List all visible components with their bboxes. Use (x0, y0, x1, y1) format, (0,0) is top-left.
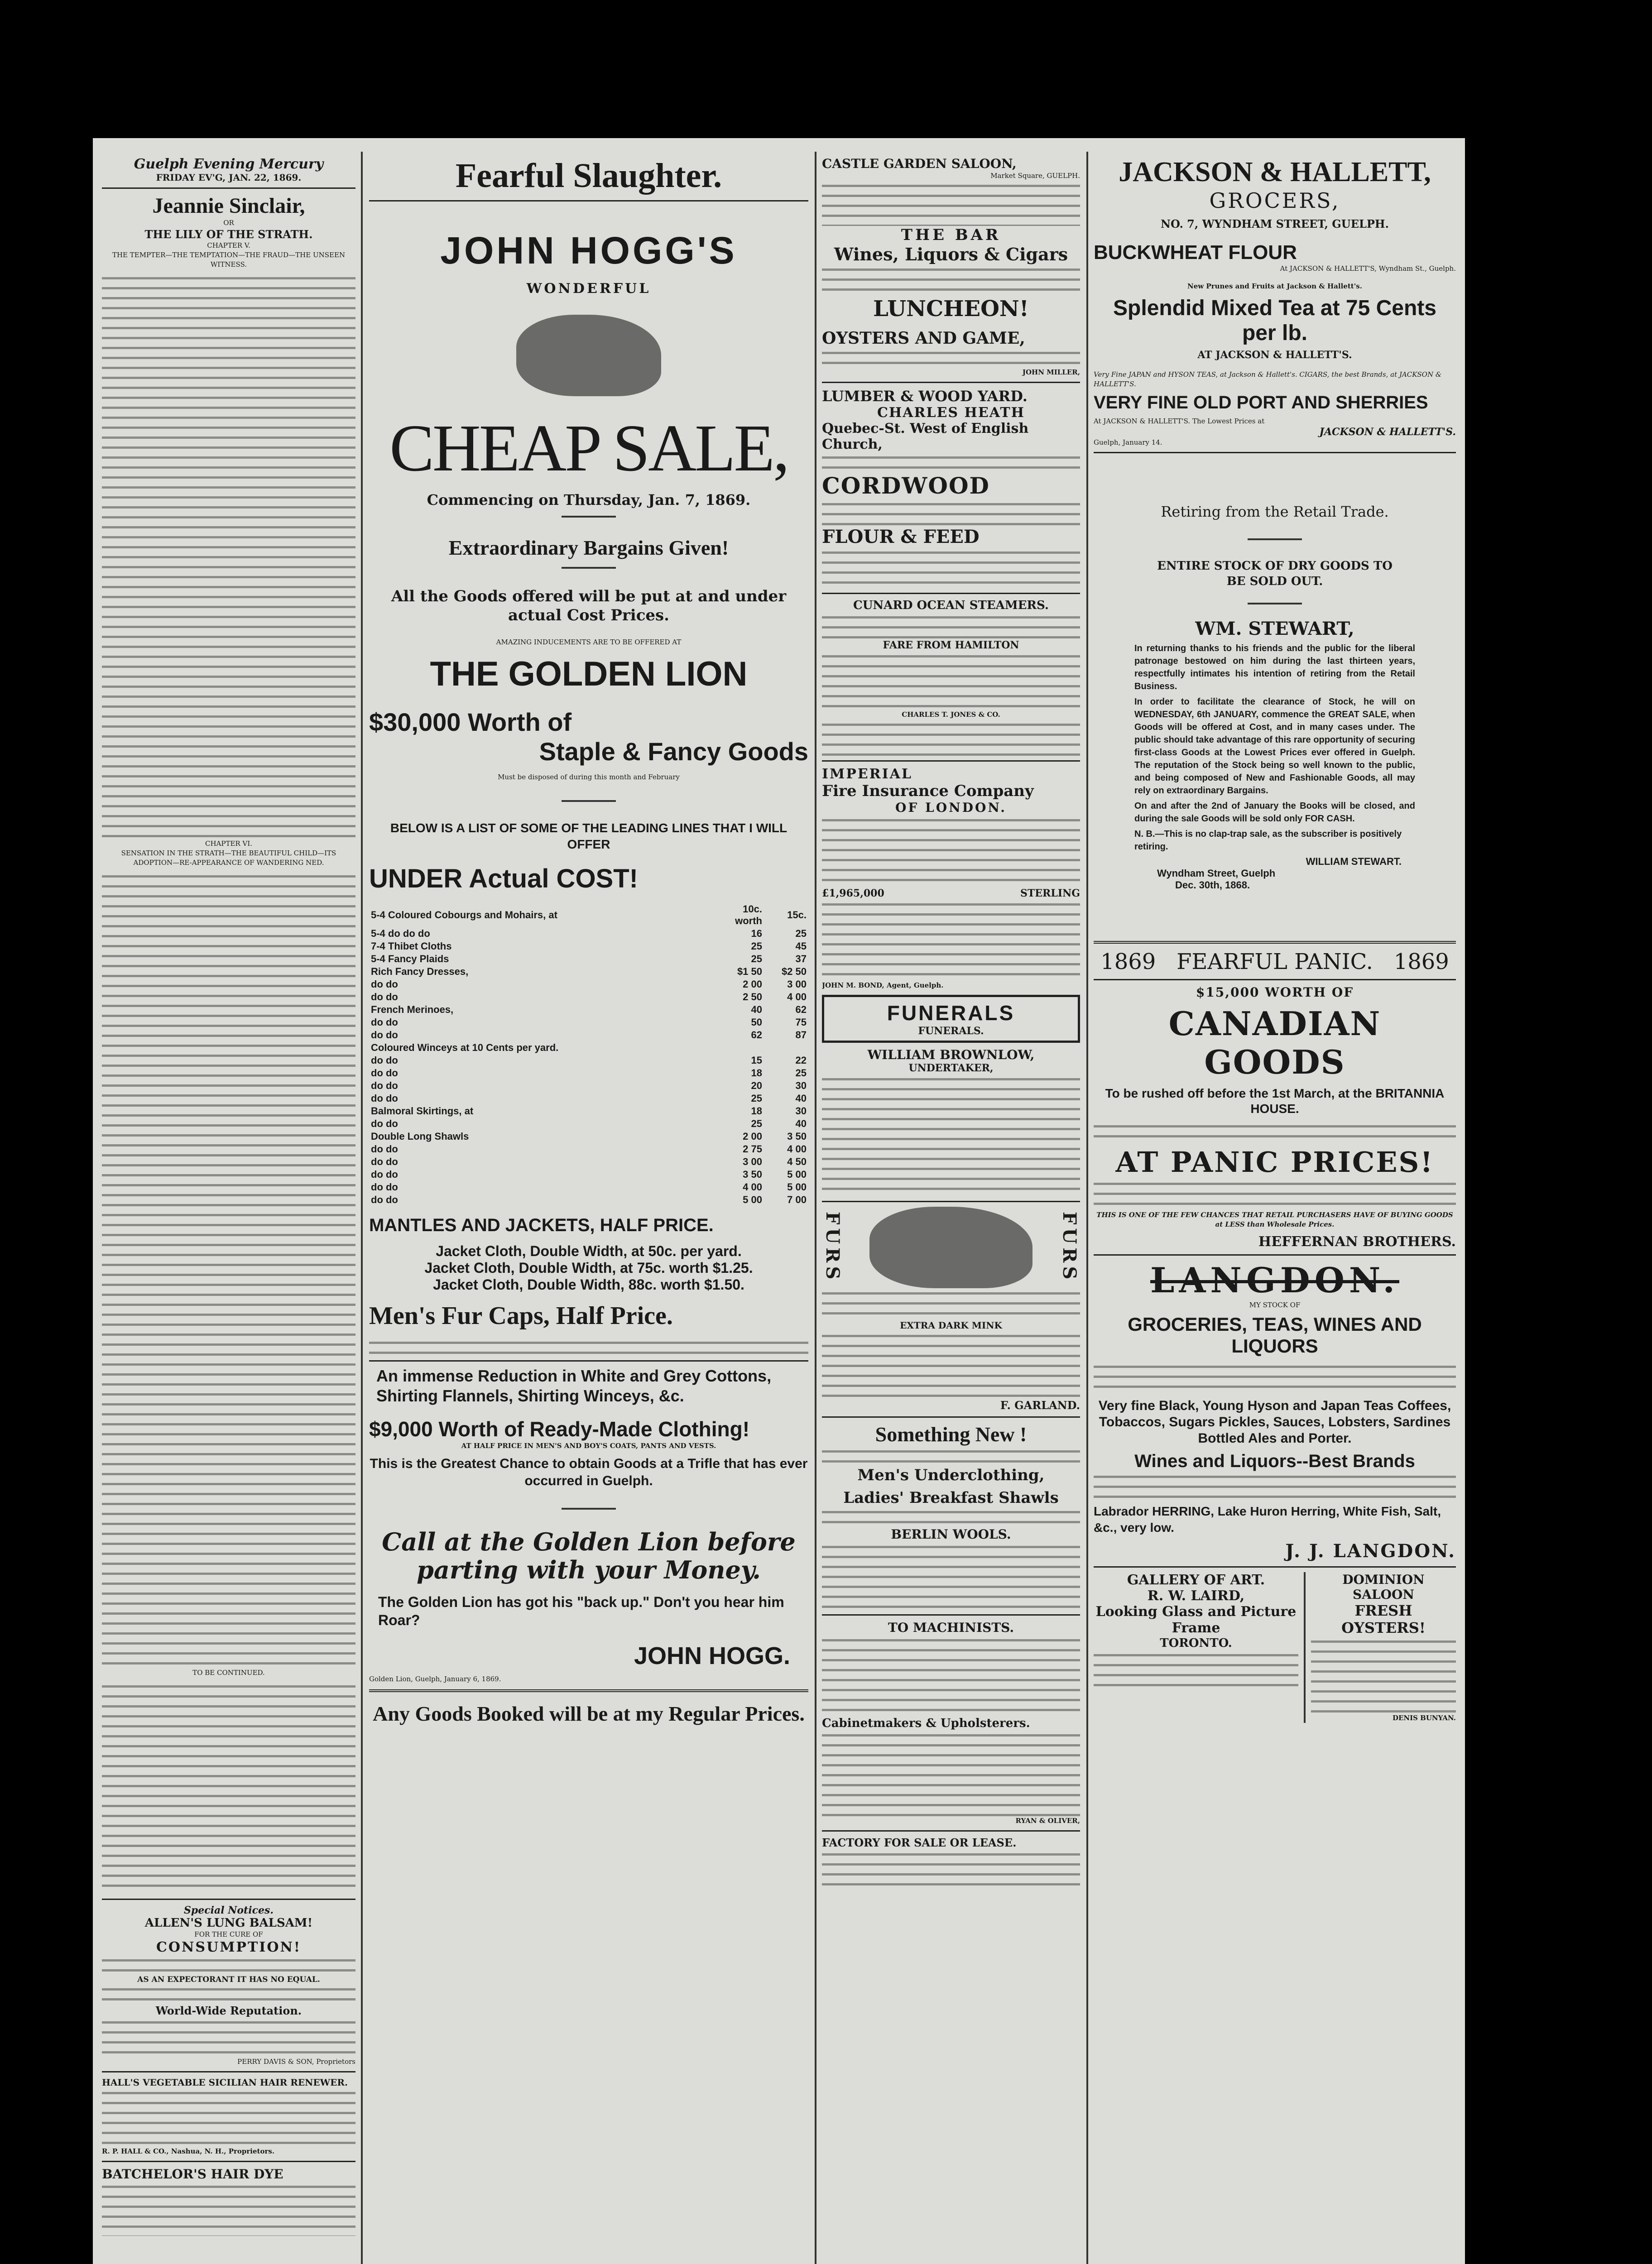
fine-teas: Very Fine JAPAN and HYSON TEAS, at Jackson & Hallett's. CIGARS, the best Brands, at JACKSON & HALLETT'S. (1094, 370, 1442, 388)
furs-text (822, 1288, 1080, 1320)
half-price-note: AT HALF PRICE IN MEN'S AND BOY'S COATS, PANTS AND VESTS. (461, 1442, 716, 1450)
lowest-prices: At JACKSON & HALLETT'S. The Lowest Prices at (1094, 417, 1265, 425)
price-item: do do (371, 1093, 398, 1104)
price-item: 5-4 Coloured Cobourgs and Mohairs, at (371, 909, 557, 921)
buckwheat: BUCKWHEAT FLOUR (1094, 241, 1297, 264)
chapter-heading: CHAPTER V. (207, 241, 250, 249)
furs-right: FURS (1059, 1212, 1080, 1283)
price-worth (764, 1041, 808, 1054)
back-up: The Golden Lion has got his "back up." Don't you hear him Roar? (378, 1594, 784, 1628)
stewart-loc: Wyndham Street, Guelph (1157, 868, 1276, 879)
grocers: GROCERS, (1209, 188, 1340, 213)
price-at: 18 (751, 1067, 762, 1079)
disposed: Must be disposed of during this month and February (498, 773, 680, 781)
price-at: 2 00 (743, 1131, 762, 1142)
allen-for: FOR THE CURE OF (194, 1930, 263, 1938)
panic-text (1094, 1179, 1456, 1210)
price-worth: 87 (795, 1029, 807, 1041)
thirty-thousand: $30,000 Worth of (369, 708, 572, 736)
price-row (369, 1130, 808, 1143)
machinists: TO MACHINISTS. (888, 1620, 1014, 1635)
oysters-game: OYSTERS AND GAME, (822, 329, 1025, 348)
retiring: Retiring from the Retail Trade. (1161, 503, 1389, 520)
wines-liquors-brands: Wines and Liquors--Best Brands (1134, 1451, 1415, 1471)
price-at: 10c. worth (735, 903, 762, 926)
langdon-text (1094, 1362, 1456, 1393)
price-item: French Merinoes, (371, 1004, 454, 1015)
capital-row (822, 887, 1080, 899)
bar-text (822, 264, 1080, 296)
wm-stewart: WM. STEWART, (1195, 618, 1354, 639)
price-at: 2 50 (743, 991, 762, 1002)
commencing: Commencing on Thursday, Jan. 7, 1869. (427, 491, 751, 508)
price-item: do do (371, 1156, 398, 1167)
capital-amount: £1,965,000 (822, 887, 884, 899)
few-chances: THIS IS ONE OF THE FEW CHANCES THAT RETAIL PURCHASERS HAVE OF BUYING GOODS at LESS than Wholesale Prices. (1096, 1211, 1453, 1228)
furs-more (822, 1331, 1080, 1399)
price-row (369, 1194, 808, 1206)
price-at: 2 75 (743, 1143, 762, 1155)
gallery-ad (1094, 1572, 1298, 1723)
shawls-text (822, 1507, 1080, 1527)
entire-stock: ENTIRE STOCK OF DRY GOODS TO BE SOLD OUT. (1157, 559, 1393, 588)
price-item: do do (371, 1067, 398, 1079)
ready-made: $9,000 Worth of Ready-Made Clothing! (369, 1417, 750, 1441)
price-row (369, 1041, 808, 1054)
price-row (369, 1054, 808, 1067)
of-london: OF LONDON. (895, 800, 1007, 815)
halls-heading: HALL'S VEGETABLE SICILIAN HAIR RENEWER. (102, 2077, 348, 2088)
world-wide-heading: World-Wide Reputation. (155, 2004, 302, 2017)
staple-fancy: Staple & Fancy Goods (539, 737, 808, 766)
toronto: TORONTO. (1160, 1636, 1232, 1650)
goods-offered: All the Goods offered will be put at and under actual Cost Prices. (391, 587, 787, 624)
price-worth: 15c. (787, 909, 807, 921)
price-at: 25 (751, 1093, 762, 1104)
insurance-text (822, 815, 1080, 887)
herring: Labrador HERRING, Lake Huron Herring, White Fish, Salt, &c., very low. (1094, 1504, 1441, 1535)
laird: R. W. LAIRD, (1147, 1588, 1245, 1604)
dominion-text (1311, 1636, 1456, 1713)
price-worth: 4 50 (787, 1156, 807, 1167)
story-text (102, 871, 355, 1668)
price-at: 5 00 (743, 1194, 762, 1205)
luncheon: LUNCHEON! (873, 296, 1029, 321)
wonderful-label: WONDERFUL (526, 281, 651, 297)
furs-left: FURS (822, 1212, 843, 1283)
chapter-subheading: SENSATION IN THE STRATH—THE BEAUTIFUL CHILD—ITS ADOPTION—RE-APPEARANCE OF WANDERING NED. (121, 849, 336, 867)
quebec-street: Quebec-St. West of English Church, (822, 421, 1029, 452)
price-row (369, 1016, 808, 1029)
stewart-p3: On and after the 2nd of January the Books will be closed, and during the sale Goods will be sold only FOR CASH. (1134, 801, 1415, 824)
newspaper-page (93, 138, 1465, 2264)
price-item: Balmoral Skirtings, at (371, 1105, 474, 1117)
gallery-art: GALLERY OF ART. (1127, 1572, 1265, 1588)
price-at: 50 (751, 1017, 762, 1028)
funerals-sub: FUNERALS. (918, 1025, 984, 1037)
cabinetmakers: Cabinetmakers & Upholsterers. (822, 1717, 1030, 1730)
jj-langdon: J. J. LANGDON. (1285, 1540, 1456, 1562)
jan-14: Guelph, January 14. (1094, 438, 1162, 446)
dominion-ad (1311, 1572, 1456, 1723)
heffernan-brothers: HEFFERNAN BROTHERS. (1258, 1234, 1456, 1250)
golden-lion: THE GOLDEN LION (430, 655, 748, 693)
price-row (369, 1105, 808, 1118)
dominion-saloon: DOMINION SALOON (1342, 1572, 1425, 1602)
price-row (369, 1156, 808, 1168)
price-item: do do (371, 1169, 398, 1180)
price-at: 3 50 (743, 1169, 762, 1180)
hogg-name: JOHN HOGG'S (440, 229, 737, 272)
looking-glass: Looking Glass and Picture Frame (1095, 1604, 1297, 1636)
brownlow: WILLIAM BROWNLOW, (867, 1047, 1035, 1062)
allen-text (102, 1984, 355, 2004)
dateline: Golden Lion, Guelph, January 6, 1869. (369, 1675, 501, 1683)
ryan-oliver: RYAN & OLIVER, (1015, 1817, 1080, 1825)
below-list: BELOW IS A LIST OF SOME OF THE LEADING LINES THAT I WILL OFFER (390, 821, 788, 851)
price-worth: 4 00 (787, 991, 807, 1002)
masthead-date: FRIDAY EV'G, JAN. 22, 1869. (156, 172, 302, 183)
price-at: 62 (751, 1029, 762, 1041)
my-stock: MY STOCK OF (1249, 1301, 1301, 1309)
price-at: 16 (751, 928, 762, 939)
price-item: Coloured Winceys at 10 Cents per yard. (371, 1042, 559, 1053)
price-item: do do (371, 991, 398, 1002)
jacket-line: Jacket Cloth, Double Width, at 50c. per yard. (436, 1243, 742, 1259)
price-worth: 3 00 (787, 979, 807, 990)
column-rule (815, 152, 816, 2264)
price-worth: 25 (795, 928, 807, 939)
stewart-date: Dec. 30th, 1868. (1175, 879, 1250, 891)
price-worth: 5 00 (787, 1181, 807, 1193)
price-row (369, 1029, 808, 1041)
price-worth: 4 00 (787, 1143, 807, 1155)
prunes: New Prunes and Fruits at Jackson & Hallett's. (1187, 282, 1362, 290)
flannel-notes (369, 1338, 808, 1356)
column-story (102, 156, 355, 2264)
booked: Any Goods Booked will be at my Regular Prices. (373, 1702, 805, 1725)
stewart-sig: WILLIAM STEWART. (1306, 856, 1402, 867)
cunard-details (822, 651, 1080, 710)
heffernan-text (1094, 1121, 1456, 1141)
the-bar: THE BAR (901, 226, 1001, 244)
langdon: LANGDON. (1150, 1260, 1399, 1300)
price-row (369, 1181, 808, 1194)
price-worth: 7 00 (787, 1194, 807, 1205)
price-worth: 37 (795, 953, 807, 964)
cabinet-text (822, 1730, 1080, 1816)
price-at (720, 1041, 764, 1054)
allen-text (102, 2017, 355, 2057)
column-small-ads (822, 156, 1080, 2264)
mantles: MANTLES AND JACKETS, HALF PRICE. (369, 1215, 714, 1235)
price-worth: 22 (795, 1055, 807, 1066)
castle-text (822, 181, 1080, 226)
column-rule (361, 152, 363, 2264)
call-golden-lion: Call at the Golden Lion before parting with your Money. (382, 1527, 796, 1584)
brands-text (1094, 1472, 1456, 1499)
lion-illustration (516, 315, 661, 396)
price-at: 18 (751, 1105, 762, 1117)
fifteen-thousand: $15,000 WORTH OF (1196, 985, 1354, 1000)
misc-text (102, 1681, 355, 1894)
gallery-text (1094, 1650, 1298, 1691)
lumber-text (822, 452, 1080, 472)
price-at: 2 00 (743, 979, 762, 990)
price-worth: 75 (795, 1017, 807, 1028)
price-table (369, 903, 808, 1206)
extra-mink: EXTRA DARK MINK (900, 1320, 1002, 1331)
price-item: 7-4 Thibet Cloths (371, 940, 452, 952)
price-worth: 40 (795, 1093, 807, 1104)
berlin-wools: BERLIN WOOLS. (891, 1527, 1011, 1542)
jacket-line: Jacket Cloth, Double Width, 88c. worth $1.50. (433, 1276, 744, 1293)
price-item: Rich Fancy Dresses, (371, 966, 469, 977)
price-at: 3 00 (743, 1156, 762, 1167)
undertaker-text (822, 1074, 1080, 1196)
price-item: do do (371, 1055, 398, 1066)
fare: FARE FROM HAMILTON (883, 639, 1019, 651)
price-item: do do (371, 1194, 398, 1205)
allen-text (102, 1955, 355, 1975)
price-worth: 62 (795, 1004, 807, 1015)
ad-divider (1304, 1572, 1306, 1723)
fur-caps: Men's Fur Caps, Half Price. (369, 1302, 673, 1330)
lumber-yard: LUMBER & WOOD YARD. (822, 388, 1028, 405)
price-row (369, 1067, 808, 1079)
chapter-subheading: THE TEMPTER—THE TEMPTATION—THE FRAUD—THE UNSEEN WITNESS. (112, 251, 346, 269)
reduction: An immense Reduction in White and Grey Cottons, Shirting Flannels, Shirting Winceys, &c. (376, 1367, 772, 1405)
breakfast-shawls: Ladies' Breakfast Shawls (843, 1489, 1059, 1507)
price-worth: 45 (795, 940, 807, 952)
bargains: Extraordinary Bargains Given! (448, 536, 729, 559)
furs-block (822, 1207, 1080, 1288)
tea-sub: AT JACKSON & HALLETT'S. (1197, 349, 1352, 361)
story-subtitle: THE LILY OF THE STRATH. (144, 228, 313, 241)
something-new: Something New ! (875, 1423, 1027, 1446)
perry-davis: PERRY DAVIS & SON, Proprietors (237, 2058, 355, 2066)
fresh-oysters: FRESH OYSTERS! (1341, 1602, 1426, 1636)
price-item: do do (371, 1029, 398, 1041)
price-at: 25 (751, 953, 762, 964)
charles-heath: CHARLES HEATH (877, 405, 1025, 421)
rushed-off: To be rushed off before the 1st March, at the BRITANNIA HOUSE. (1105, 1086, 1445, 1116)
price-at: 25 (751, 1118, 762, 1129)
price-worth: 3 50 (787, 1131, 807, 1142)
price-worth: 30 (795, 1080, 807, 1091)
price-item: do do (371, 979, 398, 990)
undertaker: UNDERTAKER, (908, 1062, 994, 1074)
under-cost: UNDER Actual COST! (369, 864, 638, 893)
price-worth: 30 (795, 1105, 807, 1117)
machinists-text (822, 1635, 1080, 1717)
price-item: do do (371, 1118, 398, 1129)
stewart-p1: In returning thanks to his friends and the public for the liberal patronage bestowed on him during the last thirteen years, respectfully intimates his intention of retiring from the Retail Business. (1134, 643, 1415, 691)
denis-bunyan: DENIS BUNYAN. (1392, 1714, 1456, 1722)
capital-unit: STERLING (1020, 887, 1080, 899)
wines-liquors: Wines, Liquors & Cigars (834, 244, 1068, 264)
amazing: AMAZING INDUCEMENTS ARE TO BE OFFERED AT (496, 638, 682, 646)
stewart-p2: In order to facilitate the clearance of Stock, he will on WEDNESDAY, 6th JANUARY, commence the GREAT SALE, when Goods will be offered at Cost, and in many cases under. The public should take advantage of this rare opportunity of securing first-class Goods at the Lowest Prices ever offered in Guelph. The reputation of the Stock being so well known to the public, and being composed of New and Fashionable Goods, all may rely on extraordinary Bargains. (1134, 697, 1415, 796)
funerals-heading: FUNERALS (887, 1001, 1015, 1025)
column-grocers (1094, 156, 1456, 2264)
allen-title: ALLEN'S LUNG BALSAM! (144, 1916, 313, 1930)
price-row (369, 991, 808, 1003)
headline: Fearful Slaughter. (455, 157, 722, 195)
story-or: OR (223, 219, 234, 227)
price-item: do do (371, 1017, 398, 1028)
price-at: $1 50 (737, 966, 762, 977)
price-at: 4 00 (743, 1181, 762, 1193)
column-rule (1086, 152, 1088, 2264)
price-row (369, 1079, 808, 1092)
column-hogg-ad (369, 156, 808, 2264)
price-worth: 5 00 (787, 1169, 807, 1180)
something-text (822, 1446, 1080, 1466)
factory-sale: FACTORY FOR SALE OR LEASE. (822, 1836, 1017, 1849)
price-row (369, 1003, 808, 1016)
price-row (369, 1168, 808, 1181)
batchelor-text (102, 2182, 355, 2236)
batchelor-heading: BATCHELOR'S HAIR DYE (102, 2167, 283, 2182)
price-at: 25 (751, 940, 762, 952)
price-at: 20 (751, 1080, 762, 1091)
castle-location: Market Square, GUELPH. (990, 172, 1080, 180)
price-item: 5-4 Fancy Plaids (371, 953, 449, 964)
price-row (369, 1118, 808, 1130)
price-at: 15 (751, 1055, 762, 1066)
hall-co: R. P. HALL & CO., Nashua, N. H., Proprietors. (102, 2147, 275, 2155)
price-row (369, 940, 808, 953)
price-item: do do (371, 1181, 398, 1193)
wyndham-address: NO. 7, WYNDHAM STREET, GUELPH. (1161, 217, 1389, 230)
flour-text (822, 547, 1080, 588)
story-title: Jeannie Sinclair, (152, 194, 305, 218)
wools-text (822, 1542, 1080, 1610)
black-teas: Very fine Black, Young Hyson and Japan Teas Coffees, Tobaccos, Sugars Pickles, Sauces, Lobsters, Sardines Bottled Ales and Porter. (1098, 1398, 1451, 1446)
jacket-line: Jacket Cloth, Double Width, at 75c. worth $1.25. (424, 1260, 753, 1276)
special-notices-heading: Special Notices. (183, 1904, 274, 1916)
price-item: do do (371, 1080, 398, 1091)
canadian-goods: CANADIAN GOODS (1168, 1004, 1381, 1081)
price-row (369, 1143, 808, 1156)
cheap-sale: CHEAP SALE, (389, 411, 788, 485)
cordwood: CORDWOOD (822, 472, 990, 499)
port-sherries: VERY FINE OLD PORT AND SHERRIES (1094, 393, 1428, 413)
story-text (102, 273, 355, 839)
funerals-box (822, 995, 1080, 1043)
greatest: This is the Greatest Chance to obtain Goods at a Trifle that has ever occurred in Guelph. (370, 1456, 808, 1488)
consumption-heading: CONSUMPTION! (156, 1939, 302, 1955)
jackson-hallett: JACKSON & HALLETT, (1119, 157, 1431, 187)
price-row (369, 927, 808, 940)
fire-insurance: Fire Insurance Company (822, 782, 1034, 800)
furs-illustration (869, 1207, 1032, 1288)
masthead-paper: Guelph Evening Mercury (134, 156, 324, 172)
mixed-tea: Splendid Mixed Tea at 75 Cents per lb. (1113, 296, 1436, 345)
price-item: 5-4 do do do (371, 928, 430, 939)
expectorant-line: AS AN EXPECTORANT IT HAS NO EQUAL. (137, 1975, 320, 1984)
price-at: 40 (751, 1004, 762, 1015)
cordwood-text (822, 499, 1080, 526)
fearful-panic: 1869 FEARFUL PANIC. 1869 (1100, 949, 1449, 974)
bond-agent: JOHN M. BOND, Agent, Guelph. (822, 981, 944, 989)
buckwheat-sub: At JACKSON & HALLETT'S, Wyndham St., Guelph. (1280, 264, 1456, 273)
jh-signature: JACKSON & HALLETT'S. (1319, 426, 1456, 438)
price-worth: 25 (795, 1067, 807, 1079)
panic-prices: AT PANIC PRICES! (1115, 1146, 1434, 1179)
flour-feed: FLOUR & FEED (822, 526, 980, 547)
jones-text (822, 719, 1080, 756)
john-miller: JOHN MILLER, (1022, 368, 1080, 376)
bottom-ads (1094, 1572, 1456, 1723)
price-item: do do (371, 1143, 398, 1155)
groceries-heading: GROCERIES, TEAS, WINES AND LIQUORS (1128, 1314, 1422, 1357)
underclothing: Men's Underclothing, (857, 1466, 1045, 1484)
halls-text (102, 2088, 355, 2147)
factory-text (822, 1849, 1080, 1885)
continued-note: TO BE CONTINUED. (192, 1669, 265, 1677)
chapter-heading: CHAPTER VI. (205, 839, 253, 848)
price-worth: 40 (795, 1118, 807, 1129)
price-row (369, 903, 808, 927)
price-row (369, 965, 808, 978)
cunard-text (822, 612, 1080, 639)
price-worth: $2 50 (781, 966, 807, 977)
stewart-nb: N. B.—This is no clap-trap sale, as the subscriber is positively retiring. (1134, 829, 1402, 852)
charles-jones: CHARLES T. JONES & CO. (902, 710, 1000, 719)
price-row (369, 953, 808, 965)
signature: JOHN HOGG. (634, 1642, 790, 1669)
price-item: Double Long Shawls (371, 1131, 469, 1142)
price-row (369, 978, 808, 991)
oysters-text (822, 348, 1080, 368)
garland: F. GARLAND. (1000, 1399, 1080, 1412)
insurance-more (822, 899, 1080, 981)
price-row (369, 1092, 808, 1105)
cunard: CUNARD OCEAN STEAMERS. (853, 599, 1049, 612)
imperial: IMPERIAL (822, 766, 913, 782)
castle-garden: CASTLE GARDEN SALOON, (822, 156, 1017, 171)
